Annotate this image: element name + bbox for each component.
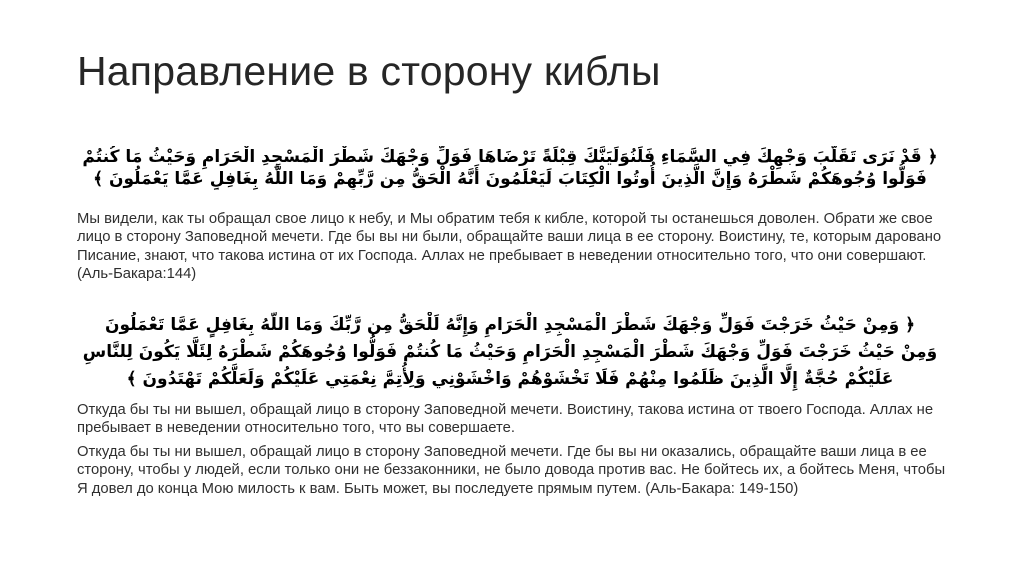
translation-verse-150: Откуда бы ты ни вышел, обращай лицо в сторону Заповедной мечети. Где бы вы ни оказались, обращайте ваши лица в ее сторону, чтобы у людей, если только они не беззаконники, не было довода против вас. Не бойтесь их, а бойтесь Меня, чтобы Я довел до конца Мою милость к вам. Быть может, вы последуете прямым путем. (Аль-Бакара: 149-150) (77, 444, 946, 497)
arabic-verse-149-line-1: ﴿ وَمِنْ حَيْثُ خَرَجْتَ فَوَلِّ وَجْهَكَ شَطْرَ الْمَسْجِدِ الْحَرَامِ وَإِنَّهُ لَلْحَقُّ مِن رَّبِّكَ وَمَا اللَّهُ بِغَافِلٍ عَمَّا تَعْمَلُونَ (104, 315, 916, 335)
arabic-verse-150-line-1: وَمِنْ حَيْثُ خَرَجْتَ فَوَلِّ وَجْهَكَ شَطْرَ الْمَسْجِدِ الْحَرَامِ وَحَيْثُ مَا كُنتُمْ فَوَلُّوا وُجُوهَكُمْ شَطْرَهُ لِئَلَّا يَكُونَ لِلنَّاسِ (82, 342, 938, 362)
arabic-verses-149-150 (76, 312, 944, 393)
arabic-verse-144-line-2: فَوَلُّوا وُجُوهَكُمْ شَطْرَهُ وَإِنَّ الَّذِينَ أُوتُوا الْكِتَابَ لَيَعْلَمُونَ أَنَّهُ الْحَقُّ مِن رَّبِّهِمْ وَمَا اللَّهُ بِغَافِلٍ عَمَّا يَعْمَلُونَ ﴾ (93, 169, 927, 189)
arabic-verse-144 (76, 146, 944, 190)
translation-verse-149: Откуда бы ты ни вышел, обращай лицо в сторону Заповедной мечети. Воистину, такова истина от твоего Господа. Аллах не пребывает в неведении относительно того, что вы совершаете. (77, 402, 934, 437)
arabic-verse-144-line-1: ﴿ قَدْ نَرَى تَقَلُّبَ وَجْهِكَ فِي السَّمَاءِ فَلَنُوَلِّيَنَّكَ قِبْلَةً تَرْضَاهَا فَوَلِّ وَجْهَكَ شَطْرَ الْمَسْجِدِ الْحَرَامِ وَحَيْثُ مَا كُنتُمْ (82, 147, 938, 167)
translation-verse-144: Мы видели, как ты обращал свое лицо к небу, и Мы обратим тебя к кибле, которой ты останешься доволен. Обрати же свое лицо в сторону Заповедной мечети. Где бы вы ни были, обращайте ваши лица в ее сторону. Воистину, те, которым даровано Писание, знают, что такова истина от их Господа. Аллах не пребывает в неведении относительно того, что они совершают. (Аль-Бакара:144) (77, 211, 942, 283)
slide-title: Направление в сторону киблы (77, 48, 661, 94)
arabic-verse-150-line-2: عَلَيْكُمْ حُجَّةٌ إِلَّا الَّذِينَ ظَلَمُوا مِنْهُمْ فَلَا تَخْشَوْهُمْ وَاخْشَوْنِي وَلِأُتِمَّ نِعْمَتِي عَلَيْكُمْ وَلَعَلَّكُمْ تَهْتَدُونَ ﴾ (126, 369, 894, 389)
